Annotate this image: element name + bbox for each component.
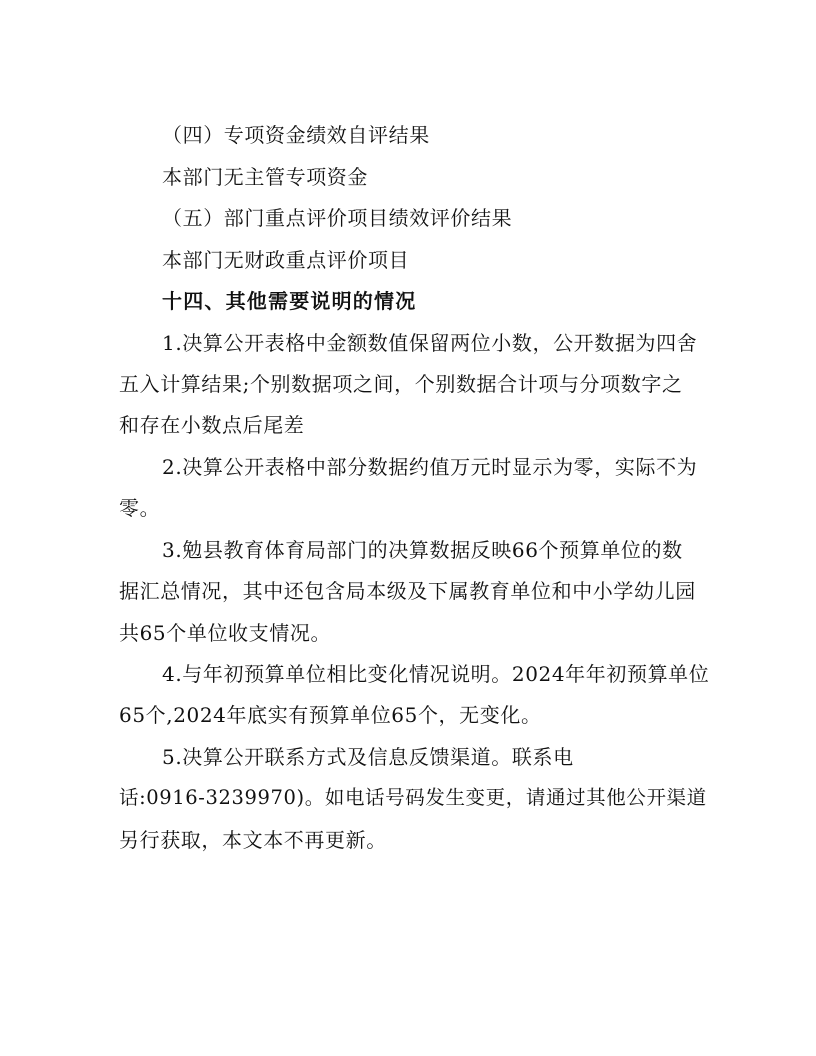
- item-3-line-1: 3.勉县教育体育局部门的决算数据反映66个预算单位的数: [162, 538, 683, 562]
- item-5-line-2: 话:0916-3239970)。如电话号码发生变更，请通过其他公开渠道: [119, 786, 707, 809]
- section-heading-14: 十四、其他需要说明的情况: [162, 289, 417, 313]
- item-3-line-2: 据汇总情况，其中还包含局本级及下属教育单位和中小学幼儿园: [119, 579, 696, 603]
- item-4-line-2: 65个,2024年底实有预算单位65个，无变化。: [119, 703, 542, 727]
- item-4-line-1: 4.与年初预算单位相比变化情况说明。2024年年初预算单位: [162, 662, 710, 686]
- item-5-line-1: 5.决算公开联系方式及信息反馈渠道。联系电: [162, 745, 574, 769]
- item-1-line-1: 1.决算公开表格中金额数值保留两位小数，公开数据为四舍: [162, 331, 698, 355]
- item-5-line-3: 另行获取，本文本不再更新。: [119, 828, 387, 852]
- item-2-line-2: 零。: [119, 496, 161, 520]
- item-3-line-3: 共65个单位收支情况。: [119, 621, 332, 645]
- section-heading-5: （五）部门重点评价项目绩效评价结果: [162, 206, 513, 230]
- item-1-line-2: 五入计算结果;个别数据项之间，个别数据合计项与分项数字之: [119, 372, 683, 396]
- section-heading-4: （四）专项资金绩效自评结果: [162, 123, 430, 147]
- paragraph-no-special-funds: 本部门无主管专项资金: [162, 165, 368, 189]
- item-1-line-3: 和存在小数点后尾差: [119, 413, 305, 437]
- item-2-line-1: 2.决算公开表格中部分数据约值万元时显示为零，实际不为: [162, 455, 698, 479]
- paragraph-no-key-projects: 本部门无财政重点评价项目: [162, 248, 410, 272]
